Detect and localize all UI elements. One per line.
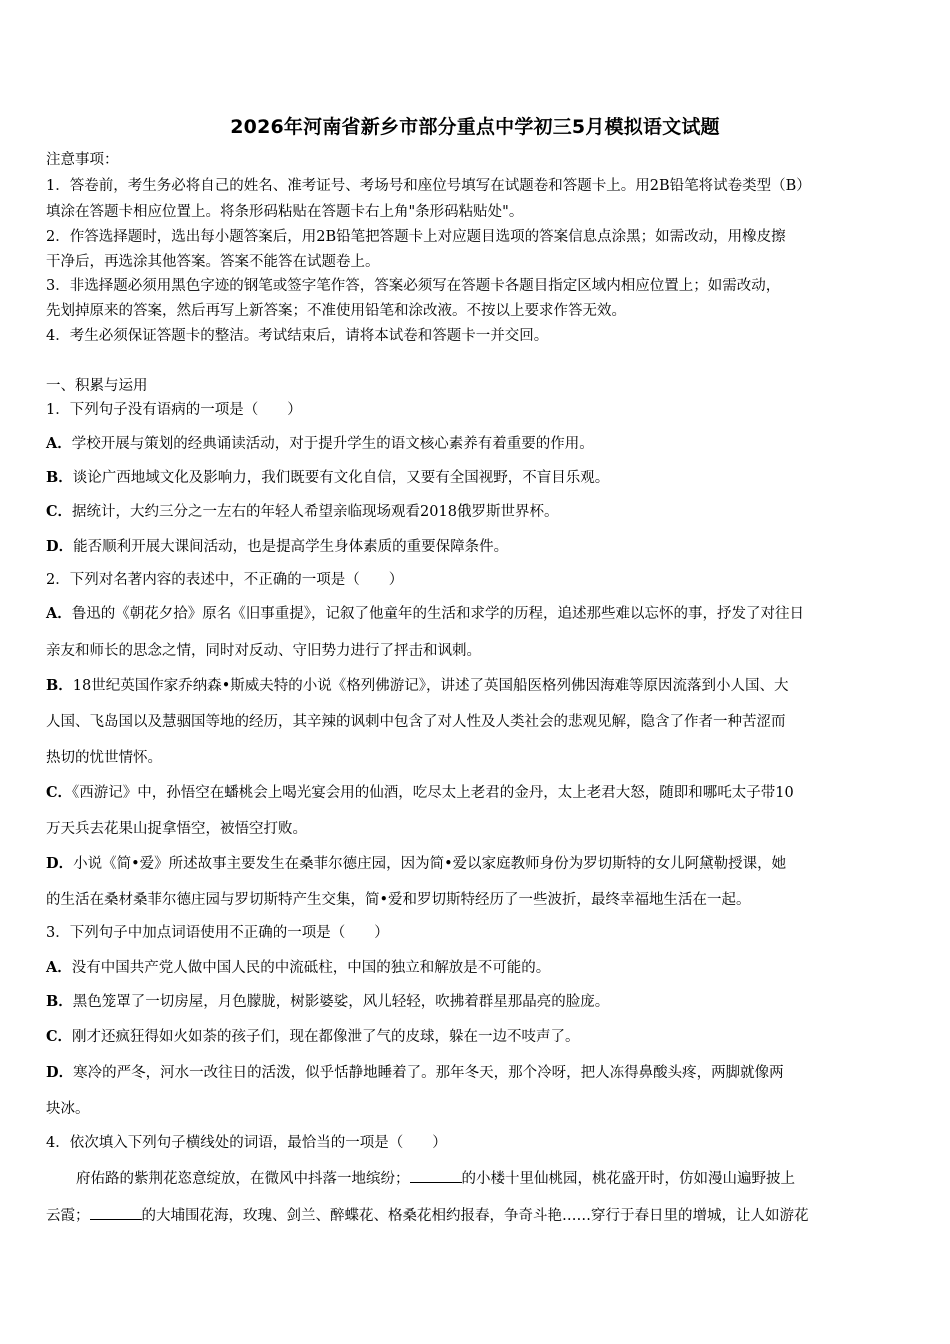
q3-option-a bbox=[46, 958, 550, 978]
notice-heading: 注意事项： bbox=[46, 152, 119, 168]
q1-option-b bbox=[46, 468, 609, 488]
q2-option-d-cont: 的生活在桑材桑菲尔德庄园与罗切斯特产生交集，简•爱和罗切斯特经历了一些波折，最终幸福地生活在一起。 bbox=[46, 892, 751, 908]
option-text: 刚才还疯狂得如火如荼的孩子们，现在都像泄了气的皮球，躲在一边不吱声了。 bbox=[72, 1029, 580, 1045]
question-2-stem: 2．下列对名著内容的表述中，不正确的一项是（ ） bbox=[46, 572, 404, 588]
option-text: 小说《简•爱》所述故事主要发生在桑菲尔德庄园，因为简•爱以家庭教师身份为罗切斯特的女儿阿黛勒授课，她 bbox=[73, 856, 787, 872]
section-heading: 一、积累与运用 bbox=[46, 378, 148, 394]
option-text: 据统计，大约三分之一左右的年轻人希望亲临现场观看2018俄罗斯世界杯。 bbox=[72, 504, 559, 520]
option-label: A． bbox=[46, 435, 72, 452]
q4-passage-line bbox=[76, 1168, 795, 1189]
option-label: B． bbox=[46, 993, 73, 1010]
passage-text: 府佑路的紫荆花恣意绽放，在微风中抖落一地缤纷； bbox=[76, 1171, 410, 1187]
passage-text: 的小楼十里仙桃园，桃花盛开时，仿如漫山遍野披上 bbox=[461, 1171, 795, 1187]
question-4-stem: 4．依次填入下列句子横线处的词语，最恰当的一项是（ ） bbox=[46, 1135, 447, 1151]
option-label: B． bbox=[46, 469, 73, 486]
option-label: D． bbox=[46, 855, 74, 872]
option-label: A． bbox=[46, 605, 72, 622]
fill-blank bbox=[410, 1168, 462, 1183]
option-label: C． bbox=[46, 503, 73, 520]
notice-line: 4．考生必须保证答题卡的整洁。考试结束后，请将本试卷和答题卡一并交回。 bbox=[46, 328, 549, 344]
fill-blank bbox=[90, 1205, 142, 1220]
notice-line: 2．作答选择题时，选出每小题答案后，用2B铅笔把答题卡上对应题目选项的答案信息点涂黑；如需改动，用橡皮擦 bbox=[46, 229, 786, 245]
q2-option-d bbox=[46, 854, 786, 874]
option-label: D． bbox=[46, 538, 74, 555]
option-text: 《西游记》中，孙悟空在蟠桃会上喝光宴会用的仙酒，吃尽太上老君的金丹，太上老君大怒，随即和哪吒太子带10 bbox=[72, 785, 794, 801]
q2-option-c bbox=[46, 783, 794, 803]
option-text: 鲁迅的《朝花夕拾》原名《旧事重提》，记叙了他童年的生活和求学的历程，追述那些难以忘怀的事，抒发了对往日 bbox=[71, 606, 805, 622]
option-text: 黑色笼罩了一切房屋，月色朦胧，树影婆娑，风儿轻轻，吹拂着群星那晶亮的脸庞。 bbox=[72, 994, 610, 1010]
q3-option-b bbox=[46, 992, 609, 1012]
q1-option-c bbox=[46, 502, 558, 522]
notice-line: 填涂在答题卡相应位置上。将条形码粘贴在答题卡右上角"条形码粘贴处"。 bbox=[46, 204, 524, 220]
option-text: 谈论广西地域文化及影响力，我们既要有文化自信，又要有全国视野，不盲目乐观。 bbox=[72, 470, 610, 486]
option-label: D． bbox=[46, 1064, 74, 1081]
q3-option-d-cont: 块冰。 bbox=[46, 1101, 90, 1117]
option-label: B． bbox=[46, 677, 73, 694]
passage-text: 的大埔围花海，玫瑰、剑兰、醉蝶花、格桑花相约报春，争奇斗艳……穿行于春日里的增城，让人如游花 bbox=[141, 1208, 809, 1224]
q3-option-d bbox=[46, 1063, 784, 1083]
notice-line: 3．非选择题必须用黑色字迹的钢笔或签字笔作答，答案必须写在答题卡各题目指定区域内相应位置上；如需改动， bbox=[46, 278, 781, 294]
passage-text: 云霞； bbox=[46, 1208, 90, 1224]
notice-line: 1．答卷前，考生务必将自己的姓名、准考证号、考场号和座位号填写在试题卷和答题卡上。用2B铅笔将试卷类型（B） bbox=[46, 178, 811, 194]
question-1-stem: 1．下列句子没有语病的一项是（ ） bbox=[46, 402, 302, 418]
option-text: 没有中国共产党人做中国人民的中流砥柱，中国的独立和解放是不可能的。 bbox=[71, 960, 551, 976]
option-text: 学校开展与策划的经典诵读活动，对于提升学生的语文核心素养有着重要的作用。 bbox=[71, 436, 594, 452]
option-text: 寒冷的严冬，河水一改往日的活泼，似乎恬静地睡着了。那年冬天，那个冷呀，把人冻得鼻酸头疼，两脚就像两 bbox=[73, 1065, 784, 1081]
q2-option-b-cont: 热切的忧世情怀。 bbox=[46, 750, 162, 766]
q2-option-b-cont: 人国、飞岛国以及慧骃国等地的经历，其辛辣的讽刺中包含了对人性及人类社会的悲观见解，隐含了作者一种苦涩而 bbox=[46, 714, 786, 730]
q2-option-a bbox=[46, 604, 804, 624]
notice-line: 先划掉原来的答案，然后再写上新答案；不准使用铅笔和涂改液。不按以上要求作答无效。 bbox=[46, 303, 626, 319]
q2-option-a-cont: 亲友和师长的思念之情，同时对反动、守旧势力进行了抨击和讽刺。 bbox=[46, 643, 481, 659]
q1-option-a bbox=[46, 434, 594, 454]
page-title: 2026年河南省新乡市部分重点中学初三5月模拟语文试题 bbox=[230, 116, 720, 138]
question-3-stem: 3．下列句子中加点词语使用不正确的一项是（ ） bbox=[46, 925, 389, 941]
option-label: A． bbox=[46, 959, 72, 976]
q3-option-c bbox=[46, 1027, 580, 1047]
option-label: C． bbox=[46, 1028, 73, 1045]
q2-option-c-cont: 万天兵去花果山捉拿悟空，被悟空打败。 bbox=[46, 821, 307, 837]
option-text: 能否顺利开展大课间活动，也是提高学生身体素质的重要保障条件。 bbox=[73, 539, 509, 555]
q2-option-b bbox=[46, 676, 789, 696]
option-label: C． bbox=[46, 784, 73, 801]
q1-option-d bbox=[46, 537, 508, 557]
notice-line: 干净后，再选涂其他答案。答案不能答在试题卷上。 bbox=[46, 254, 380, 270]
option-text: 18世纪英国作家乔纳森•斯威夫特的小说《格列佛游记》，讲述了英国船医格列佛因海难等原因流落到小人国、大 bbox=[72, 678, 789, 694]
q4-passage-line bbox=[46, 1205, 809, 1226]
